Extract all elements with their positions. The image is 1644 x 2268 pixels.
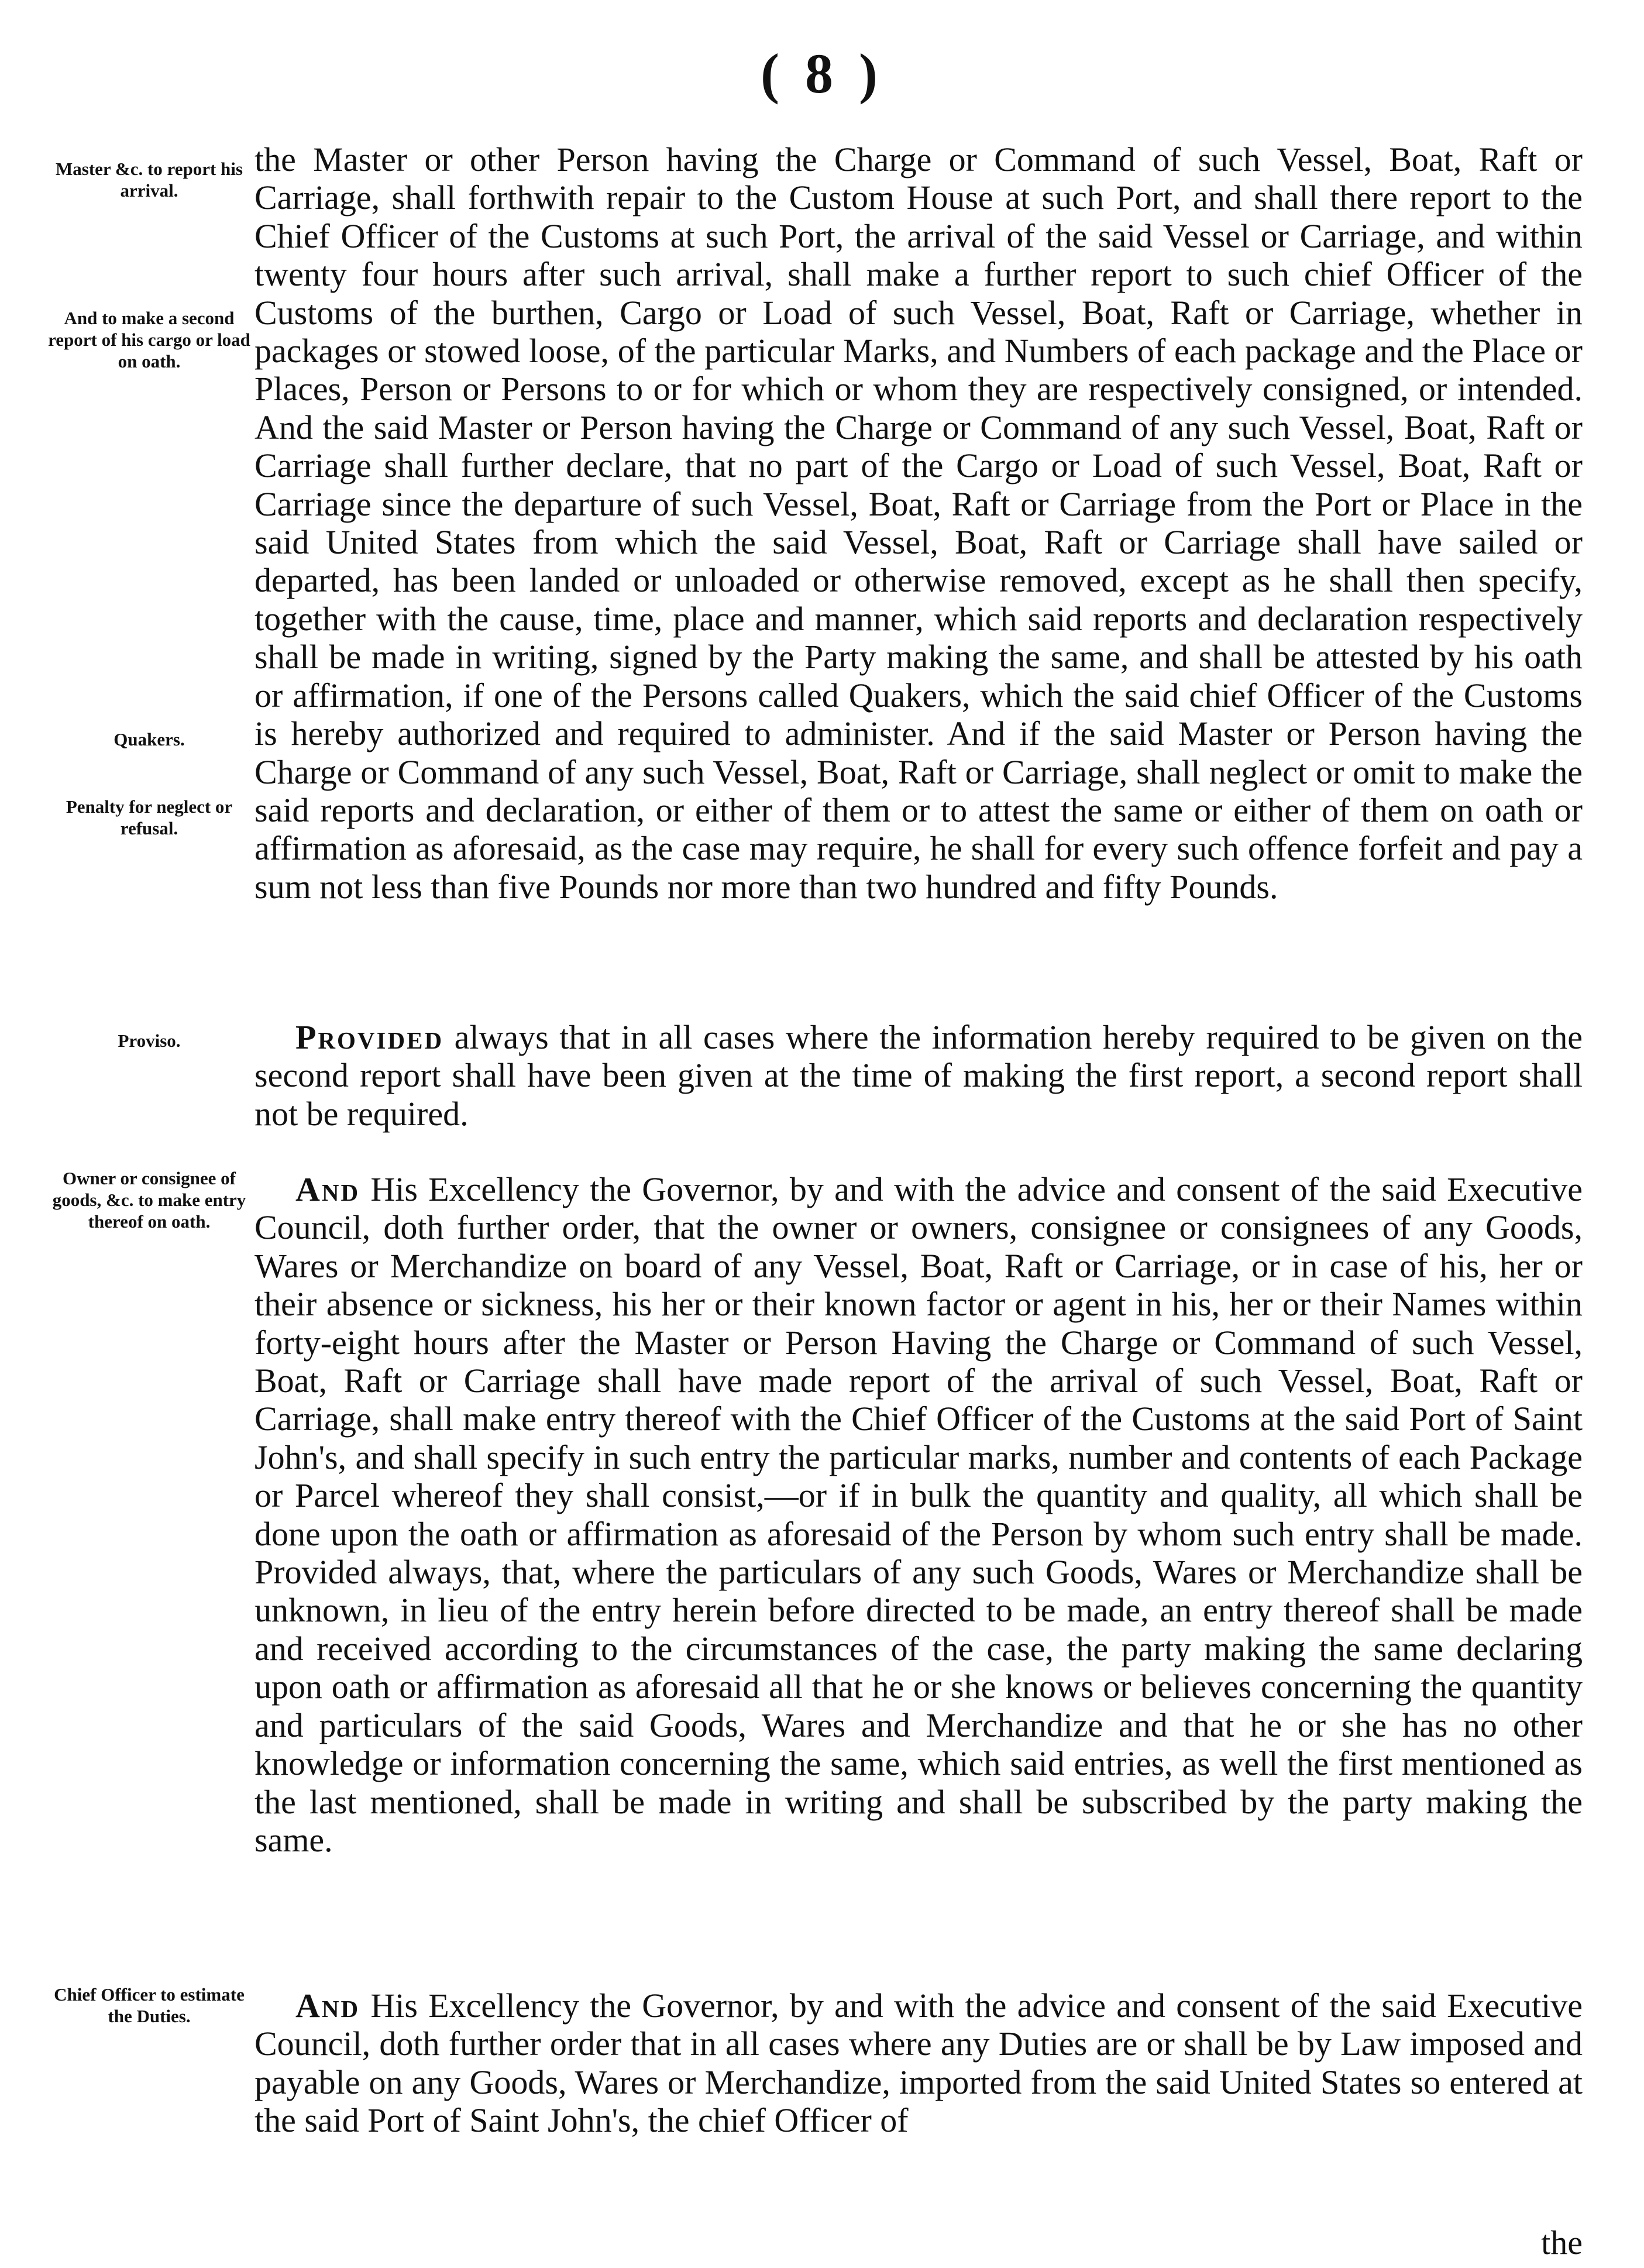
paragraph-text: His Excellency the Governor, by and with the advice and consent of the said Executive Council, doth further order that in all cases where any Duties are or shall be by Law imposed and payable on any Goods, Wares or Merchandize, imported from the said United States so entered at the said Port of Saint John's, the chief Officer of	[254, 1987, 1583, 2140]
margin-note-chief-officer: Chief Officer to estimate the Duties.	[54, 1984, 245, 2026]
catchword: the	[1541, 2224, 1583, 2262]
margin-note-quakers: Quakers.	[114, 729, 185, 750]
paragraph-text: always that in all cases where the information hereby required to be given on the second report shall have been given at the time of making the first report, a second report shall not be required.	[254, 1018, 1583, 1133]
paragraph-lead: Provided	[295, 1018, 444, 1056]
paragraph-report-arrival	[254, 140, 1583, 906]
paragraph-owner-entry	[254, 1170, 1583, 1859]
paragraph-lead: And	[295, 1987, 360, 2025]
margin-note-owner-entry: Owner or consignee of goods, &c. to make entry thereof on oath.	[52, 1168, 246, 1232]
paragraph-text: His Excellency the Governor, by and with the advice and consent of the said Executive Council, doth further order, that the owner or owners, consignee or consignees of any Goods, Wares or Merchandize on board of any Vessel, Boat, Raft or Carriage, or in case of his, her or their absence or sickness, his her or their known factor or agent in his, her or their Names within forty-eight hours after the Master or Person Having the Charge or Command of such Vessel, Boat, Raft or Carriage shall have made report of the arrival of such Vessel, Boat, Raft or Carriage, shall make entry thereof with the Chief Officer of the Customs at the said Port of Saint John's, and shall specify in such entry the particular marks, number and contents of each Package or Parcel whereof they shall consist,—or if in bulk the quantity and quality, all which shall be done upon the oath or affirmation as aforesaid of the Person by whom such entry shall be made. Provided always, that, where the particulars of any such Goods, Wares or Merchandize shall be unknown, in lieu of the entry herein before directed to be made, an entry thereof shall be made and received according to the circumstances of the case, the party making the same declaring upon oath or affirmation as aforesaid all that he or she knows or believes concerning the quantity and particulars of the said Goods, Wares and Merchandize and that he or she has no other knowledge or information concerning the same, which said entries, as well the first mentioned as the last mentioned, shall be made in writing and shall be subscribed by the party making the same.	[254, 1170, 1583, 1859]
paragraph-proviso	[254, 1018, 1583, 1133]
margin-note-report-arrival: Master &c. to report his arrival.	[56, 159, 243, 201]
margin-note-proviso: Proviso.	[118, 1030, 181, 1051]
paragraph-lead: And	[295, 1170, 360, 1208]
margin-note-second-report: And to make a second report of his cargo or load on oath.	[48, 308, 250, 372]
paragraph-text: the Master or other Person having the Charge or Command of such Vessel, Boat, Raft or Carriage, shall forthwith repair to the Custom House at such Port, and shall there report to the Chief Officer of the Customs at such Port, the arrival of the said Vessel or Carriage, and within twenty four hours after such arrival, shall make a further report to such chief Officer of the Customs of the burthen, Cargo or Load of such Vessel, Boat, Raft or Carriage, whether in packages or stowed loose, of the particular Marks, and Numbers of each package and the Place or Places, Person or Persons to or for which or whom they are respectively consigned, or intended. And the said Master or Person having the Charge or Command of any such Vessel, Boat, Raft or Carriage shall further declare, that no part of the Cargo or Load of such Vessel, Boat, Raft or Carriage since the departure of such Vessel, Boat, Raft or Carriage from the Port or Place in the said United States from which the said Vessel, Boat, Raft or Carriage shall have sailed or departed, has been landed or unloaded or otherwise removed, except as he shall then specify, together with the cause, time, place and manner, which said reports and declaration respectively shall be made in writing, signed by the Party making the same, and shall be attested by his oath or affirmation, if one of the Persons called Quakers, which the said chief Officer of the Customs is hereby authorized and required to administer. And if the said Master or Person having the Charge or Command of any such Vessel, Boat, Raft or Carriage, shall neglect or omit to make the said reports and declaration, or either of them or to attest the same or either of them on oath or affirmation as aforesaid, as the case may require, he shall for every such offence forfeit and pay a sum not less than five Pounds nor more than two hundred and fifty Pounds.	[254, 140, 1583, 906]
margin-note-penalty: Penalty for neglect or refusal.	[66, 796, 233, 839]
page-number: ( 8 )	[761, 42, 883, 105]
paragraph-chief-officer	[254, 1987, 1583, 2140]
